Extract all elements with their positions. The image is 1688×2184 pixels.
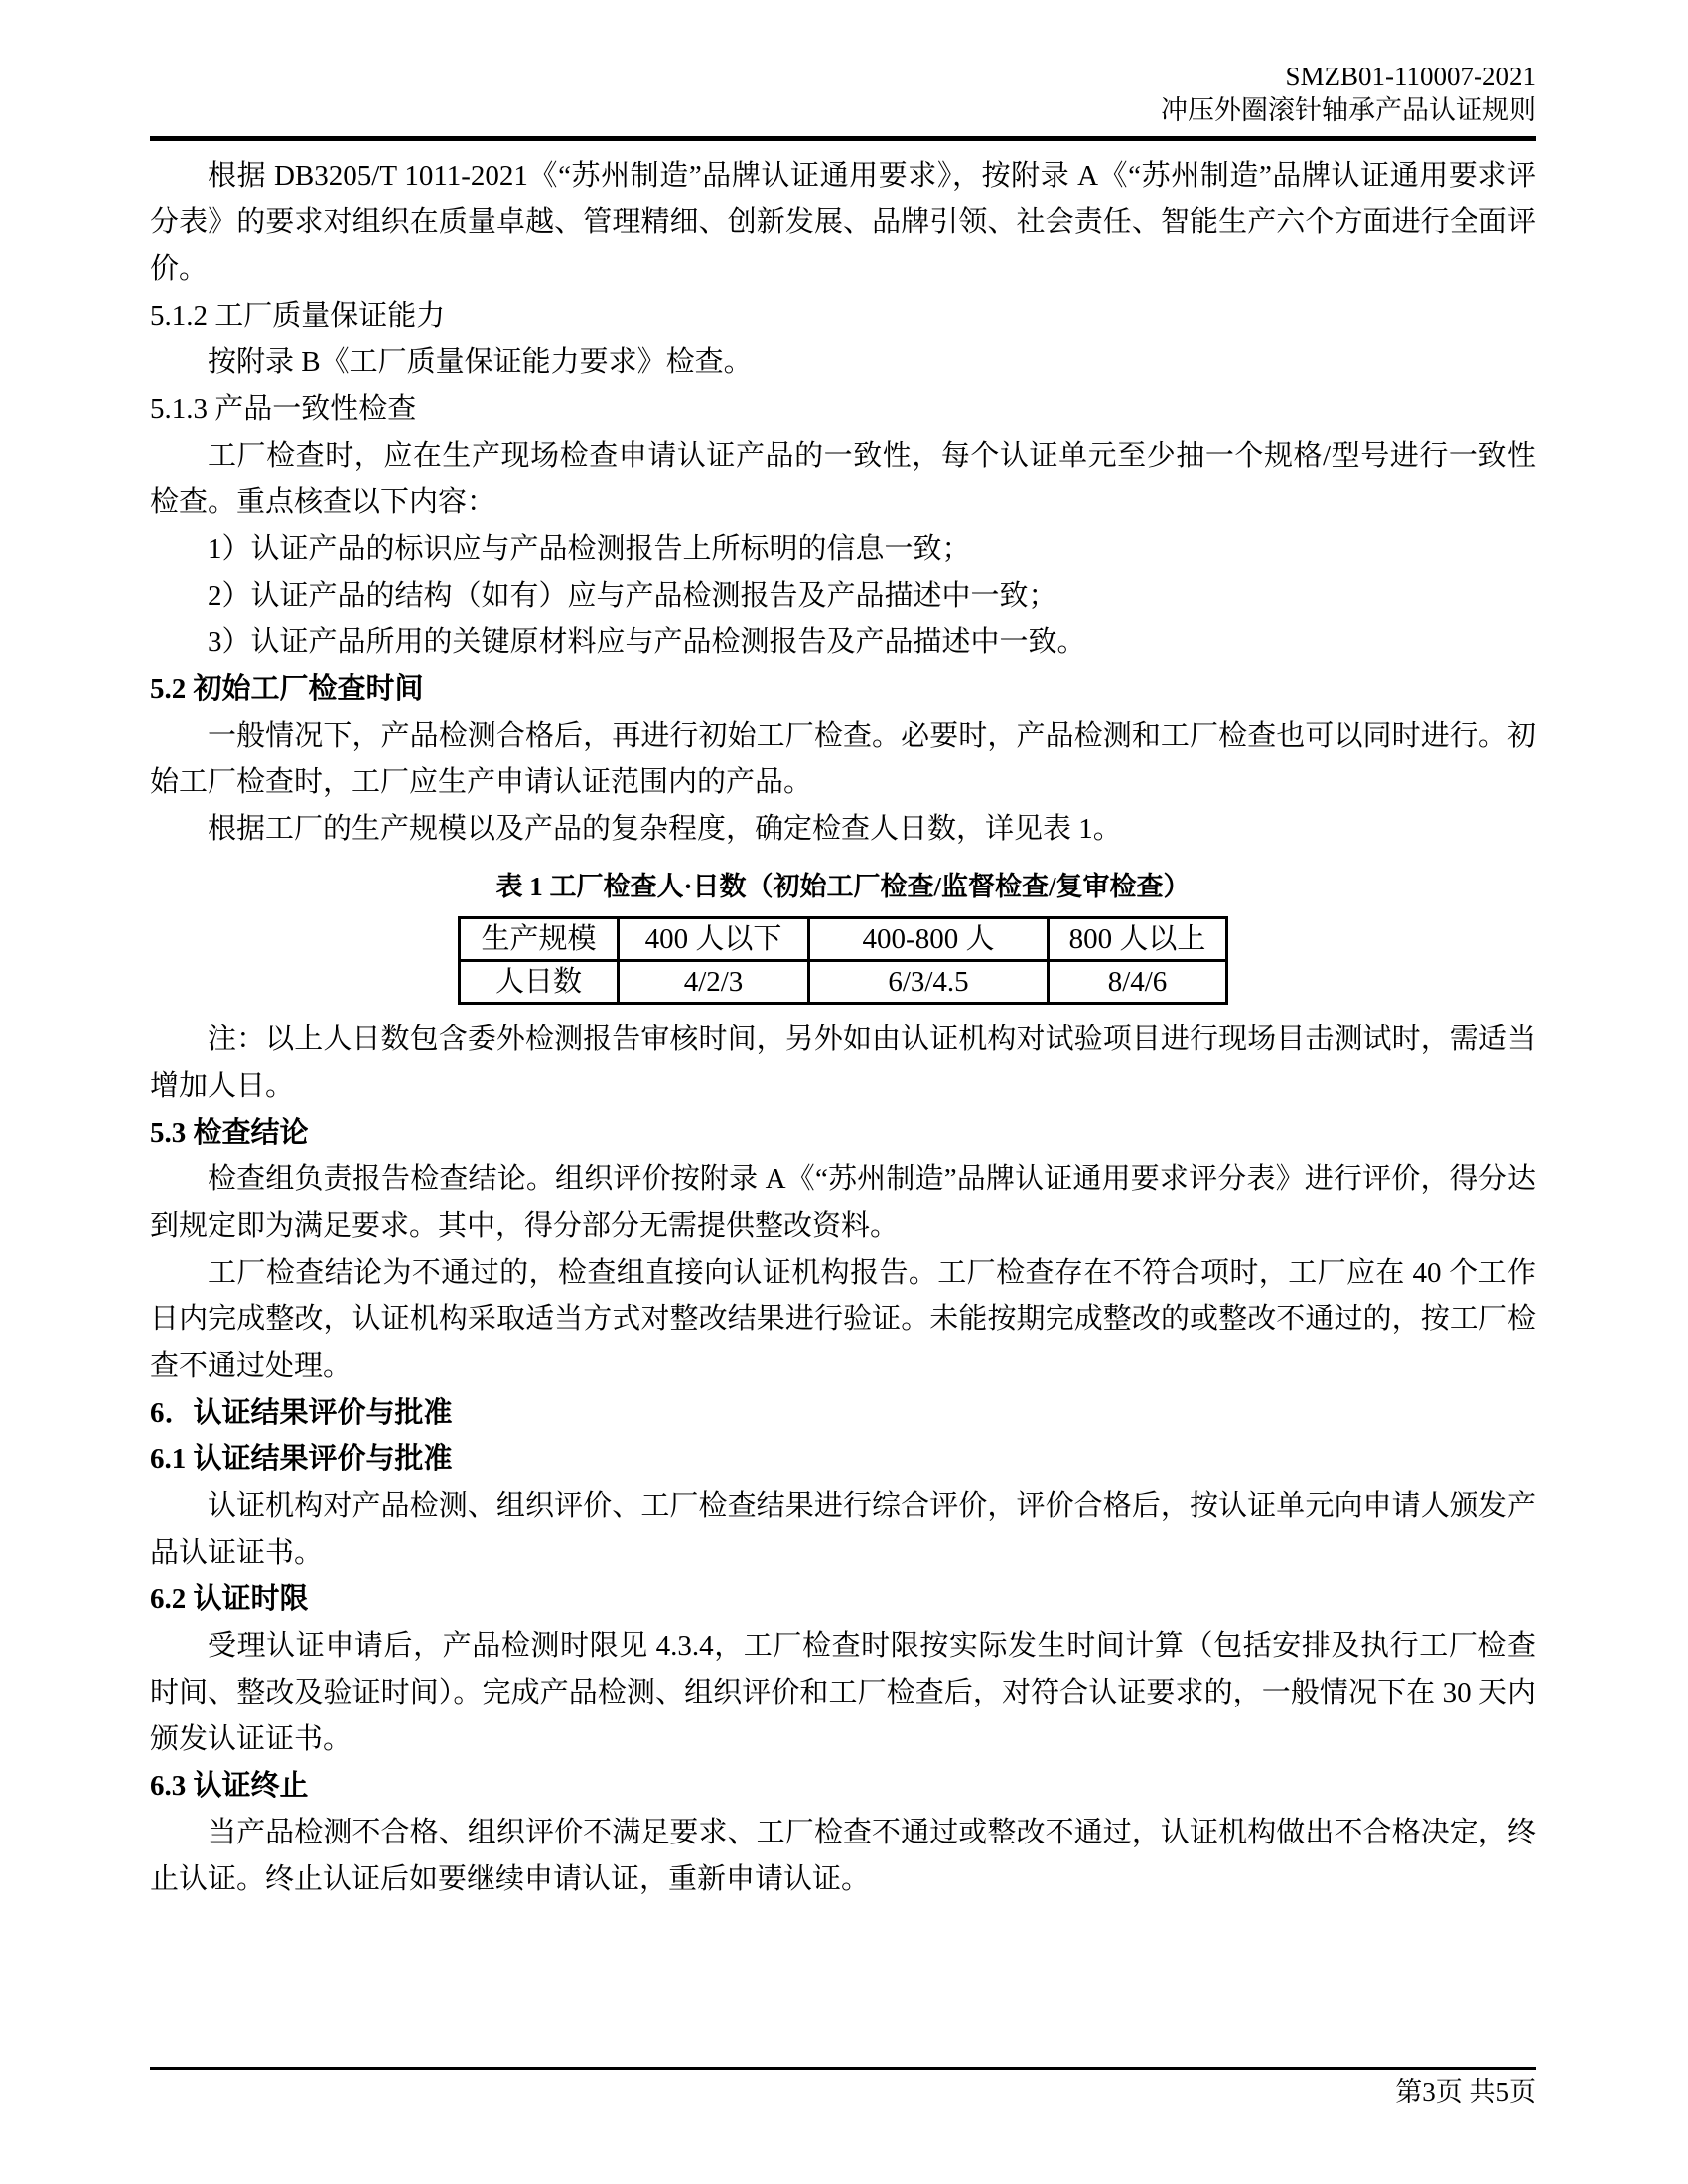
table-row-scale <box>460 918 1227 961</box>
heading-5-1-3: 5.1.3 产品一致性检查 <box>150 393 417 425</box>
table-cell: 6/3/4.5 <box>809 961 1049 1004</box>
doc-number: SMZB01-110007-2021 <box>1285 62 1536 91</box>
header-rule <box>150 136 1536 141</box>
table-cell: 400 人以下 <box>619 918 809 961</box>
table-cell: 400-800 人 <box>809 918 1049 961</box>
heading-6-2: 6.2 认证时限 <box>150 1583 309 1615</box>
table-cell: 生产规模 <box>460 918 619 961</box>
footer-rule <box>150 2067 1536 2070</box>
inspection-days-table <box>458 916 1228 1005</box>
table-cell: 800 人以上 <box>1049 918 1227 961</box>
heading-6-3: 6.3 认证终止 <box>150 1770 309 1802</box>
paragraph-5-3-a: 检查组负责报告检查结论。组织评价按附录 A《“苏州制造”品牌认证通用要求评分表》进行评价，得分达到规定即为满足要求。其中，得分部分无需提供整改资料。 <box>150 1163 1536 1242</box>
paragraph-6-1: 认证机构对产品检测、组织评价、工厂检查结果进行综合评价，评价合格后，按认证单元向申请人颁发产品认证证书。 <box>150 1490 1536 1569</box>
paragraph-intro: 根据 DB3205/T 1011-2021《“苏州制造”品牌认证通用要求》，按附录 A《“苏州制造”品牌认证通用要求评分表》的要求对组织在质量卓越、管理精细、创新发展、品牌引领、社会责任、智能生产六个方面进行全面评价。 <box>150 160 1536 285</box>
list-item-3: 3）认证产品所用的关键原材料应与产品检测报告及产品描述中一致。 <box>208 626 1086 658</box>
table-wrap <box>150 916 1536 1005</box>
table-caption: 表 1 工厂检查人·日数（初始工厂检查/监督检查/复审检查） <box>495 872 1191 901</box>
heading-5-3: 5.3 检查结论 <box>150 1117 309 1149</box>
paragraph-5-1-2: 按附录 B《工厂质量保证能力要求》检查。 <box>208 346 753 378</box>
list-item-1: 1）认证产品的标识应与产品检测报告上所标明的信息一致； <box>208 533 971 565</box>
paragraph-5-3-b: 工厂检查结论为不通过的，检查组直接向认证机构报告。工厂检查存在不符合项时，工厂应在 40 个工作日内完成整改，认证机构采取适当方式对整改结果进行验证。未能按期完成整改的或整改不通过的，按工厂检查不通过处理。 <box>150 1257 1536 1382</box>
doc-title: 冲压外圈滚针轴承产品认证规则 <box>1161 95 1536 125</box>
table-cell: 人日数 <box>460 961 619 1004</box>
paragraph-5-2-b: 根据工厂的生产规模以及产品的复杂程度，确定检查人日数，详见表 1。 <box>208 813 1122 845</box>
table-row-days <box>460 961 1227 1004</box>
heading-5-2: 5.2 初始工厂检查时间 <box>150 673 424 705</box>
paragraph-5-1-3: 工厂检查时，应在生产现场检查申请认证产品的一致性，每个认证单元至少抽一个规格/型号进行一致性检查。重点核查以下内容： <box>150 440 1536 518</box>
list-item-2: 2）认证产品的结构（如有）应与产品检测报告及产品描述中一致； <box>208 580 1057 612</box>
page-number: 第3页 共5页 <box>1395 2077 1536 2107</box>
page-content <box>150 60 1536 1903</box>
document-body <box>150 153 1536 1903</box>
table-note: 注：以上人日数包含委外检测报告审核时间，另外如由认证机构对试验项目进行现场目击测试时，需适当增加人日。 <box>150 1024 1536 1102</box>
heading-6: 6．认证结果评价与批准 <box>150 1397 453 1429</box>
table-cell: 4/2/3 <box>619 961 809 1004</box>
document-footer <box>150 2067 1536 2109</box>
paragraph-6-3: 当产品检测不合格、组织评价不满足要求、工厂检查不通过或整改不通过，认证机构做出不合格决定，终止认证。终止认证后如要继续申请认证，重新申请认证。 <box>150 1817 1536 1895</box>
table-cell: 8/4/6 <box>1049 961 1227 1004</box>
document-header <box>150 60 1536 127</box>
paragraph-5-2-a: 一般情况下，产品检测合格后，再进行初始工厂检查。必要时，产品检测和工厂检查也可以同时进行。初始工厂检查时，工厂应生产申请认证范围内的产品。 <box>150 720 1536 798</box>
heading-6-1: 6.1 认证结果评价与批准 <box>150 1443 453 1475</box>
paragraph-6-2: 受理认证申请后，产品检测时限见 4.3.4，工厂检查时限按实际发生时间计算（包括安排及执行工厂检查时间、整改及验证时间）。完成产品检测、组织评价和工厂检查后，对符合认证要求的，一般情况下在 30 天内颁发认证证书。 <box>150 1630 1536 1755</box>
heading-5-1-2: 5.1.2 工厂质量保证能力 <box>150 300 446 332</box>
